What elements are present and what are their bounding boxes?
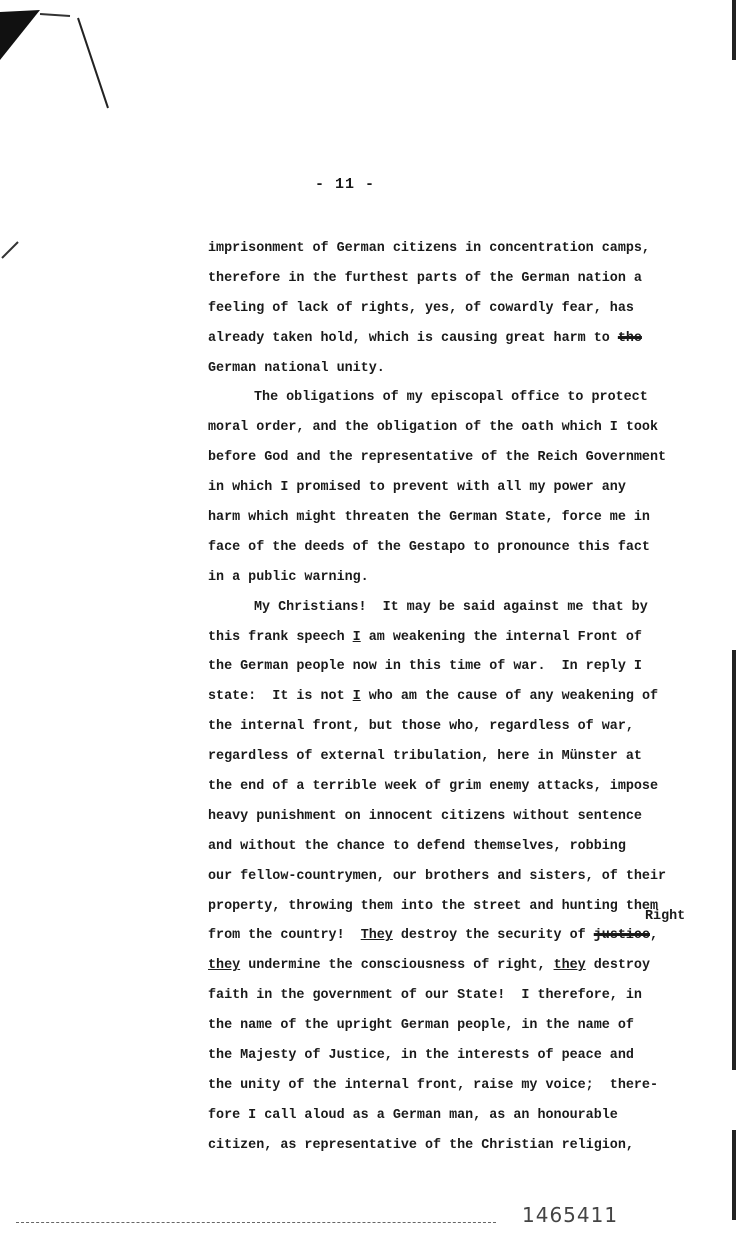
text-line	[208, 802, 728, 832]
underlined-word: they	[208, 958, 241, 974]
text-line	[208, 354, 728, 384]
text-line	[208, 593, 728, 623]
page-number: - 11 -	[314, 176, 375, 193]
text-line	[208, 832, 728, 862]
underlined-word: I	[352, 629, 361, 645]
text-span: face of the deeds of the Gestapo to pronounce this fact	[208, 539, 650, 555]
text-span: before God and the representative of the Reich Government	[208, 450, 667, 466]
text-line	[208, 413, 728, 443]
text-span: heavy punishment on innocent citizens without sentence	[208, 808, 642, 824]
text-span: the name of the upright German people, in the name of	[208, 1018, 634, 1034]
text-span: in a public warning.	[208, 569, 369, 585]
underlined-word: They	[360, 928, 393, 944]
text-span: moral order, and the obligation of the oath which I took	[208, 420, 658, 436]
left-margin-mark	[0, 236, 24, 266]
text-line	[208, 981, 728, 1011]
text-span: ,	[650, 928, 659, 944]
document-stamp-number: 1465411	[522, 1203, 619, 1227]
text-span: The obligations of my episcopal office to protect	[254, 390, 648, 406]
text-span: My Christians! It may be said against me that by	[254, 599, 648, 615]
text-span: the Majesty of Justice, in the interests of peace and	[208, 1048, 634, 1064]
text-line	[208, 1071, 728, 1101]
text-line	[208, 473, 728, 503]
text-line	[208, 1041, 728, 1071]
text-span: destroy the security of	[392, 928, 594, 944]
text-span: the end of a terrible week of grim enemy attacks, impose	[208, 779, 658, 795]
text-line	[208, 682, 728, 712]
text-span: and without the chance to defend themselves, robbing	[208, 838, 626, 854]
text-line	[208, 623, 728, 653]
text-line	[208, 951, 728, 981]
text-line	[208, 234, 728, 264]
text-line	[208, 294, 728, 324]
text-line	[208, 563, 728, 593]
text-span: German national unity.	[208, 360, 385, 376]
text-line	[208, 1131, 728, 1161]
text-span: feeling of lack of rights, yes, of cowardly fear, has	[208, 300, 634, 316]
text-span: fore I call aloud as a German man, as an honourable	[208, 1107, 618, 1123]
handwritten-correction: Right	[645, 909, 686, 924]
text-span: already taken hold, which is causing great harm to	[208, 330, 618, 346]
underlined-word: I	[352, 689, 361, 705]
text-span: faith in the government of our State! I therefore, in	[208, 988, 642, 1004]
scan-bottom-rule	[16, 1222, 496, 1223]
text-span: the internal front, but those who, regardless of war,	[208, 719, 634, 735]
scan-corner-mark	[0, 0, 120, 120]
text-line	[208, 862, 728, 892]
text-span: imprisonment of German citizens in concentration camps,	[208, 241, 650, 256]
text-span: undermine the consciousness of right,	[240, 958, 554, 974]
text-span: the German people now in this time of war. In reply I	[208, 659, 642, 675]
text-line	[208, 324, 728, 354]
text-span: our fellow-countrymen, our brothers and sisters, of their	[208, 868, 667, 884]
struck-word: the	[617, 330, 642, 346]
text-span: destroy	[585, 958, 651, 974]
text-line	[208, 443, 728, 473]
text-span: am weakening the internal Front of	[360, 629, 642, 645]
text-span: citizen, as representative of the Christian religion,	[208, 1137, 634, 1153]
text-span: therefore in the furthest parts of the German nation a	[208, 270, 642, 286]
text-span: who am the cause of any weakening of	[360, 689, 659, 705]
text-line	[208, 503, 728, 533]
scan-right-edge	[732, 0, 736, 1238]
text-span: regardless of external tribulation, here in Münster at	[208, 749, 642, 765]
underlined-word: they	[553, 958, 586, 974]
text-span: in which I promised to prevent with all my power any	[208, 480, 626, 496]
text-span: from the country!	[208, 928, 361, 944]
text-line	[208, 712, 728, 742]
text-line	[208, 1011, 728, 1041]
text-span: state: It is not	[208, 689, 353, 705]
text-span: this frank speech	[208, 629, 353, 645]
text-span: property, throwing them into the street and hunting them	[208, 898, 658, 914]
struck-word: justice	[593, 928, 650, 944]
text-line	[208, 652, 728, 682]
text-line	[208, 921, 728, 951]
text-line	[208, 772, 728, 802]
document-body	[208, 234, 728, 1161]
text-line	[208, 383, 728, 413]
text-line	[208, 1101, 728, 1131]
text-line	[208, 742, 728, 772]
text-line	[208, 533, 728, 563]
text-line	[208, 264, 728, 294]
text-span: harm which might threaten the German State, force me in	[208, 510, 650, 526]
text-span: the unity of the internal front, raise my voice; there-	[208, 1077, 658, 1093]
